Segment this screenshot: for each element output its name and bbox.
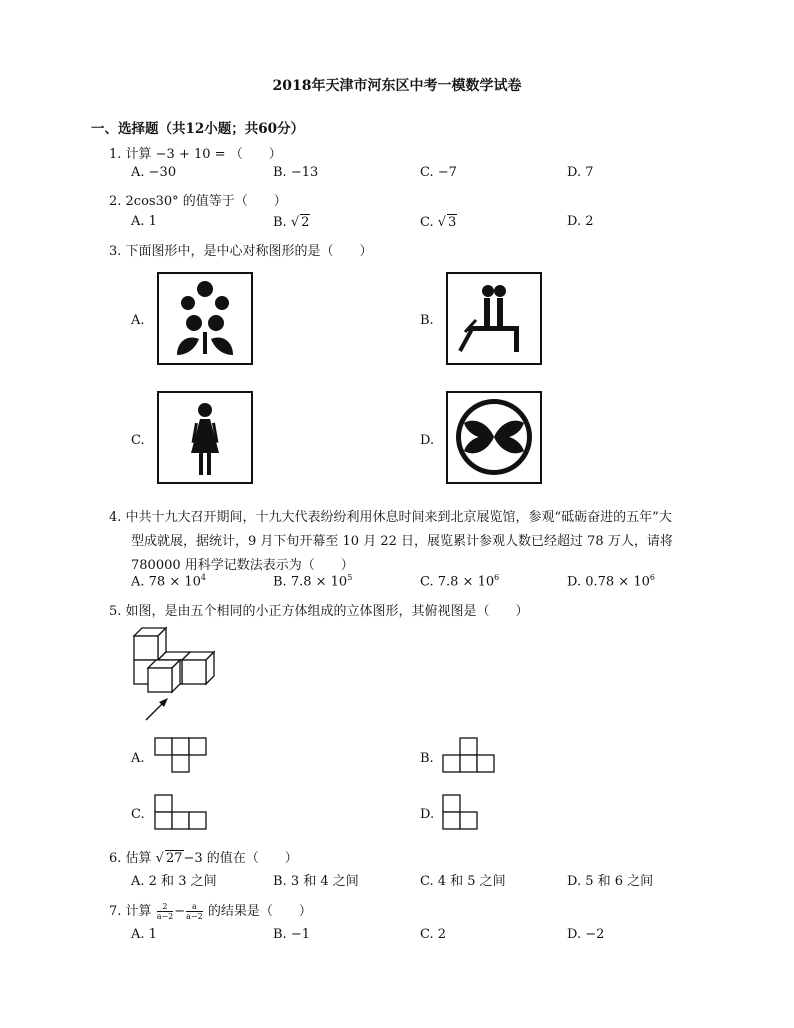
q4-option-a: A. $78 \times 10^4$	[131, 573, 206, 590]
q3-figure-c-woman	[157, 391, 253, 484]
q7-option-b: B. −1	[273, 927, 310, 942]
q3-option-c-label: C.	[131, 433, 145, 448]
q4-option-c: C. $7.8 \times 10^6$	[420, 573, 500, 590]
q7-option-c: C. 2	[420, 927, 447, 942]
question-7-stem: 7. 计算 $\frac{2}{a-2}$ − $\frac{a}{a-2}$ 的结果是（ ）	[109, 902, 312, 921]
question-2-stem: 2. 2cos30° 的值等于（ ）	[109, 194, 287, 209]
q3-figure-a-flower	[157, 272, 253, 365]
exam-title: 2018年天津市河东区中考一模数学试卷	[272, 78, 522, 94]
question-3-stem: 3. 下面图形中，是中心对称图形的是（ ）	[109, 244, 373, 259]
question-6-stem: 6. 估算 √ 27−3 的值在（ ）	[109, 851, 298, 866]
question-5-stem: 5. 如图，是由五个相同的小正方体组成的立体图形，其俯视图是（ ）	[109, 604, 529, 619]
q2-option-c: C. √ 3	[420, 215, 457, 230]
q5-option-d-label: D.	[420, 807, 435, 822]
q5-cube-figure	[128, 624, 228, 724]
q1-option-d: D. 7	[567, 165, 594, 180]
q4-option-b: B. $7.8 \times 10^5$	[273, 573, 353, 590]
q7-option-a: A. 1	[131, 927, 157, 942]
q3-figure-d-circle-petals	[446, 391, 542, 484]
q2-option-b: B. √ 2	[273, 215, 310, 230]
q2-option-d: D. 2	[567, 214, 594, 229]
question-1-stem: 1. 计算 −3 + 10 = （ ）	[109, 147, 282, 162]
q6-option-d: D. 5 和 6 之间	[567, 874, 654, 889]
q5-option-c-label: C.	[131, 807, 145, 822]
q5-figure-a	[154, 737, 208, 773]
q4-option-d: D. $0.78 \times 10^6$	[567, 573, 655, 590]
q5-option-a-label: A.	[131, 751, 145, 766]
q3-option-b-label: B.	[420, 313, 434, 328]
q1-option-b: B. −13	[273, 165, 319, 180]
question-4-line-3: 780000 用科学记数法表示为（ ）	[131, 558, 354, 573]
q2-option-a: A. 1	[131, 214, 157, 229]
q1-option-a: A. −30	[131, 165, 177, 180]
q6-option-b: B. 3 和 4 之间	[273, 874, 359, 889]
q3-figure-b-seated-figures	[446, 272, 542, 365]
section-heading: 一、选择题（共12小题；共60分）	[91, 121, 305, 137]
question-4-line-2: 型成就展，据统计，9 月下旬开幕至 10 月 22 日，展览累计参观人数已经超过 78 万人，请将	[131, 534, 673, 549]
q7-fraction-2: $\frac{a}{a-2}$	[186, 902, 203, 921]
question-4-line-1: 4. 中共十九大召开期间，十九大代表纷纷利用休息时间来到北京展览馆，参观“砥砺奋进的五年”大	[109, 510, 672, 525]
q6-option-a: A. 2 和 3 之间	[131, 874, 217, 889]
q5-option-b-label: B.	[420, 751, 434, 766]
q5-figure-b	[442, 737, 496, 773]
q1-option-c: C. −7	[420, 165, 457, 180]
q5-figure-c	[154, 794, 208, 830]
q5-figure-d	[442, 794, 480, 830]
q7-option-d: D. −2	[567, 927, 605, 942]
q6-option-c: C. 4 和 5 之间	[420, 874, 506, 889]
q3-option-a-label: A.	[131, 313, 145, 328]
q3-option-d-label: D.	[420, 433, 435, 448]
q7-fraction-1: $\frac{2}{a-2}$	[156, 902, 174, 921]
